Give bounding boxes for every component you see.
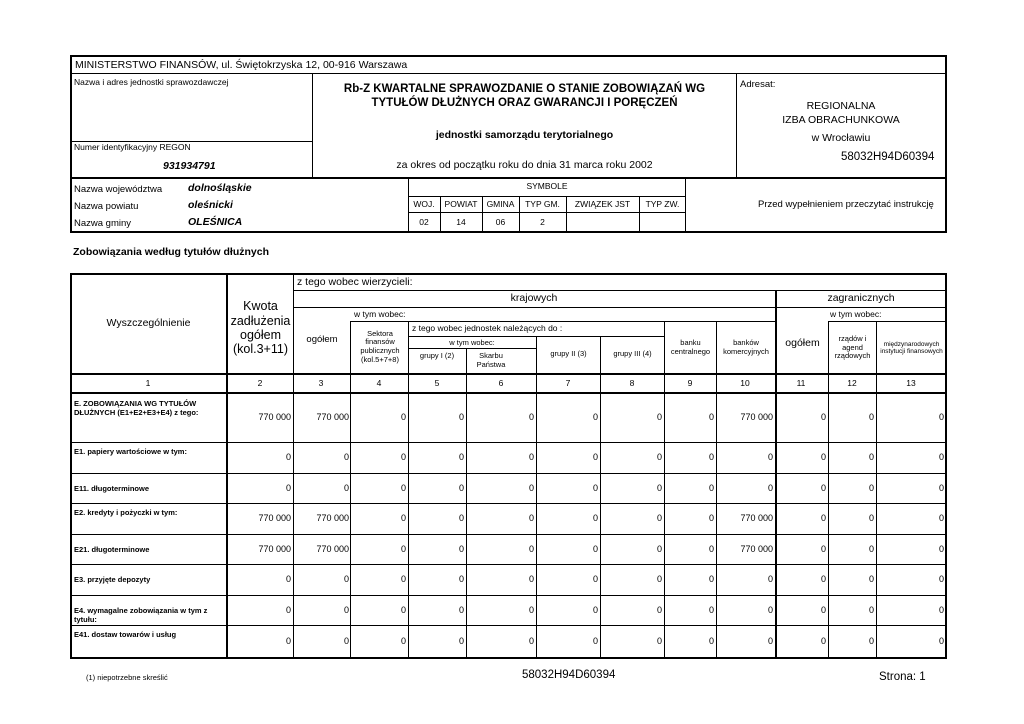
doc-id-header: 58032H94D60394 xyxy=(841,151,935,163)
row-value: 0 xyxy=(343,604,349,615)
row-value: 770 000 xyxy=(258,411,291,422)
foreign-header: zagranicznych xyxy=(827,292,895,304)
row-value: 0 xyxy=(708,482,714,493)
addressee-label: Adresat: xyxy=(740,79,776,90)
row-value: 0 xyxy=(868,513,874,523)
divider xyxy=(716,321,717,658)
row-value: 0 xyxy=(528,513,534,523)
row-label: E4. wymagalne zobowiązania w tym z tytułu: xyxy=(74,605,208,624)
col-governments-header: rządów i agend rządowych xyxy=(834,334,871,361)
row-value: 0 xyxy=(938,543,944,554)
row-value: 0 xyxy=(592,574,598,584)
row-value: 0 xyxy=(285,452,291,462)
row-value: 0 xyxy=(528,604,534,615)
row-value: 0 xyxy=(400,636,406,646)
divider xyxy=(71,442,946,443)
row-value: 0 xyxy=(656,543,662,554)
row-value: 0 xyxy=(400,513,406,523)
symbol-value: 02 xyxy=(419,217,429,227)
row-value: 0 xyxy=(285,574,291,584)
domestic-header: krajowych xyxy=(510,292,558,304)
divider xyxy=(736,74,737,178)
row-value: 0 xyxy=(458,543,464,554)
divider xyxy=(350,321,351,658)
row-value: 0 xyxy=(285,604,291,615)
report-title-line1: Rb-Z KWARTALNE SPRAWOZDANIE O STANIE ZOBOWIĄZAŃ WG xyxy=(343,83,706,95)
unit-name-label: Nazwa i adres jednostki sprawozdawczej xyxy=(74,77,229,87)
row-value: 0 xyxy=(285,482,291,493)
creditors-header: z tego wobec wierzycieli: xyxy=(297,276,413,288)
divider xyxy=(71,534,946,535)
column-number: 2 xyxy=(257,378,263,388)
column-number: 12 xyxy=(847,378,857,388)
row-value: 0 xyxy=(708,604,714,615)
row-value: 0 xyxy=(708,411,714,422)
commune-label: Nazwa gminy xyxy=(74,218,132,229)
addressee-line3: w Wrocławiu xyxy=(811,132,871,144)
row-value: 0 xyxy=(458,411,464,422)
divider xyxy=(71,503,946,504)
col-intl-header: międzynarodowych instytucji finansowych xyxy=(880,340,943,355)
row-value: 0 xyxy=(400,452,406,462)
row-value: 0 xyxy=(938,482,944,493)
row-value: 770 000 xyxy=(740,543,773,554)
row-value: 0 xyxy=(820,574,826,584)
col-total-domestic-header: ogółem xyxy=(306,333,338,345)
row-label: E3. przyjęte depozyty xyxy=(74,575,151,584)
row-value: 0 xyxy=(592,411,598,422)
row-label: E1. papiery wartościowe w tym: xyxy=(74,447,187,456)
row-value: 0 xyxy=(820,636,826,646)
row-value: 0 xyxy=(528,482,534,493)
row-value: 0 xyxy=(592,482,598,493)
row-value: 0 xyxy=(938,604,944,615)
divider xyxy=(71,73,946,74)
divider xyxy=(71,473,946,474)
in-that-header: w tym wobec: xyxy=(354,309,406,319)
col-treasury-header: Skarbu Państwa xyxy=(476,351,506,369)
divider xyxy=(408,212,686,213)
row-label: E21. długoterminowe xyxy=(74,544,150,554)
row-value: 0 xyxy=(868,574,874,584)
symbol-header: TYP GM. xyxy=(525,199,560,209)
divider xyxy=(71,564,946,565)
row-value: 0 xyxy=(458,636,464,646)
row-value: 0 xyxy=(820,604,826,615)
voivodeship-label: Nazwa województwa xyxy=(74,184,163,195)
addressee-line2: IZBA OBRACHUNKOWA xyxy=(782,114,900,126)
row-value: 0 xyxy=(938,574,944,584)
row-value: 0 xyxy=(820,452,826,462)
symbol-header: TYP ZW. xyxy=(645,199,680,209)
row-value: 0 xyxy=(656,636,662,646)
county-label: Nazwa powiatu xyxy=(74,201,139,212)
row-value: 0 xyxy=(767,604,773,615)
row-value: 0 xyxy=(868,411,874,422)
divider xyxy=(293,307,946,308)
divider xyxy=(600,336,601,658)
row-value: 0 xyxy=(868,452,874,462)
row-value: 0 xyxy=(656,452,662,462)
row-value: 0 xyxy=(343,452,349,462)
divider xyxy=(71,392,946,394)
row-value: 0 xyxy=(708,574,714,584)
divider xyxy=(293,290,946,291)
symbol-header: GMINA xyxy=(486,199,515,209)
row-value: 770 000 xyxy=(258,543,291,554)
row-value: 0 xyxy=(458,513,464,523)
col-total-header: Kwota zadłużenia ogółem (kol.3+11) xyxy=(230,299,291,357)
column-number: 4 xyxy=(376,378,382,388)
row-value: 0 xyxy=(708,452,714,462)
report-title-line2: TYTUŁÓW DŁUŻNYCH ORAZ GWARANCJI I PORĘCZEŃ xyxy=(371,97,678,109)
row-value: 0 xyxy=(708,543,714,554)
report-subtitle: jednostki samorządu terytorialnego xyxy=(435,129,614,141)
row-value: 770 000 xyxy=(316,543,349,554)
row-value: 0 xyxy=(868,543,874,554)
row-value: 0 xyxy=(343,574,349,584)
row-value: 0 xyxy=(400,482,406,493)
col-group3-header: grupy III (4) xyxy=(613,348,652,358)
row-value: 0 xyxy=(656,482,662,493)
row-value: 0 xyxy=(938,513,944,523)
row-value: 0 xyxy=(458,452,464,462)
row-value: 0 xyxy=(400,411,406,422)
row-value: 0 xyxy=(458,574,464,584)
row-value: 770 000 xyxy=(740,513,773,523)
divider xyxy=(71,625,946,626)
column-number: 6 xyxy=(498,378,504,388)
divider xyxy=(350,321,776,322)
row-value: 0 xyxy=(343,482,349,493)
row-value: 0 xyxy=(656,574,662,584)
symbols-label: SYMBOLE xyxy=(526,181,568,191)
report-period: za okres od początku roku do dnia 31 marca roku 2002 xyxy=(396,159,653,171)
row-value: 0 xyxy=(458,604,464,615)
row-value: 0 xyxy=(343,636,349,646)
row-value: 0 xyxy=(400,574,406,584)
col-spec-header: Wyszczególnienie xyxy=(106,316,191,329)
row-value: 0 xyxy=(708,513,714,523)
column-number: 9 xyxy=(687,378,693,388)
addressee-line1: REGIONALNA xyxy=(806,100,876,112)
row-value: 0 xyxy=(528,636,534,646)
row-value: 0 xyxy=(285,636,291,646)
column-number: 13 xyxy=(906,378,916,388)
row-value: 0 xyxy=(592,513,598,523)
row-value: 0 xyxy=(528,411,534,422)
row-value: 0 xyxy=(820,513,826,523)
row-value: 0 xyxy=(767,636,773,646)
commune-value: OLEŚNICA xyxy=(188,216,243,228)
row-value: 0 xyxy=(656,604,662,615)
row-value: 0 xyxy=(592,452,598,462)
row-value: 0 xyxy=(458,482,464,493)
col-commercial-banks-header: banków komercyjnych xyxy=(723,338,769,356)
column-number: 8 xyxy=(629,378,635,388)
section-title: Zobowiązania według tytułów dłużnych xyxy=(73,246,270,258)
symbol-value: 06 xyxy=(495,217,506,227)
row-value: 0 xyxy=(528,574,534,584)
column-number: 5 xyxy=(434,378,440,388)
row-value: 0 xyxy=(400,543,406,554)
symbol-header: ZWIĄZEK JST xyxy=(574,199,631,209)
symbol-value: 2 xyxy=(540,217,545,227)
in-that-foreign-header: w tym wobec: xyxy=(830,309,882,319)
divider xyxy=(536,336,537,658)
row-value: 770 000 xyxy=(740,411,773,422)
row-value: 0 xyxy=(868,636,874,646)
regon-label: Numer identyfikacyjny REGON xyxy=(74,142,191,152)
doc-id-footer: 58032H94D60394 xyxy=(522,669,616,681)
row-value: 770 000 xyxy=(258,513,291,523)
row-value: 0 xyxy=(820,482,826,493)
symbol-header: WOJ. xyxy=(413,199,435,209)
divider xyxy=(876,321,877,658)
row-value: 0 xyxy=(592,636,598,646)
column-number: 1 xyxy=(145,378,151,388)
voivodeship-value: dolnośląskie xyxy=(188,182,252,194)
row-value: 770 000 xyxy=(316,513,349,523)
column-number: 3 xyxy=(318,378,324,388)
col-public-sector-header: Sektora finansów publicznych (kol.5+7+8) xyxy=(360,328,400,364)
row-value: 0 xyxy=(528,543,534,554)
row-label: E2. kredyty i pożyczki w tym: xyxy=(74,508,178,517)
divider xyxy=(466,348,467,658)
column-number: 7 xyxy=(565,378,571,388)
col-central-bank-header: banku centralnego xyxy=(670,338,711,356)
divider xyxy=(71,373,946,375)
footnote: (1) niepotrzebne skreślić xyxy=(86,673,168,682)
county-value: oleśnicki xyxy=(188,199,233,211)
row-value: 0 xyxy=(400,604,406,615)
row-label: E41. dostaw towarów i usług xyxy=(74,630,177,639)
row-label: E. ZOBOWIĄZANIA WG TYTUŁÓW DŁUŻNYCH (E1+E2+E3+E4) z tego: xyxy=(74,399,199,417)
jst-units-header: z tego wobec jednostek należących do : xyxy=(412,323,563,333)
symbol-value: 14 xyxy=(456,217,466,227)
row-label: E11. długoterminowe xyxy=(74,483,150,493)
divider xyxy=(408,196,686,197)
divider xyxy=(71,595,946,596)
col-group2-header: grupy II (3) xyxy=(550,348,587,358)
row-value: 0 xyxy=(592,604,598,615)
row-value: 0 xyxy=(938,452,944,462)
col-group1-header: grupy I (2) xyxy=(419,350,455,360)
row-value: 0 xyxy=(767,452,773,462)
row-value: 0 xyxy=(528,452,534,462)
page-number: Strona: 1 xyxy=(879,671,926,683)
row-value: 0 xyxy=(708,636,714,646)
row-value: 0 xyxy=(767,574,773,584)
instruction-text: Przed wypełnieniem przeczytać instrukcję xyxy=(758,199,934,210)
divider xyxy=(828,321,946,322)
row-value: 0 xyxy=(656,411,662,422)
col-total-foreign-header: ogółem xyxy=(785,336,820,349)
row-value: 0 xyxy=(938,411,944,422)
row-value: 0 xyxy=(767,482,773,493)
regon-value: 931934791 xyxy=(163,160,216,172)
in-that2-header: w tym wobec: xyxy=(449,338,495,347)
row-value: 770 000 xyxy=(316,411,349,422)
row-value: 0 xyxy=(592,543,598,554)
column-number: 11 xyxy=(796,378,806,388)
row-value: 0 xyxy=(820,543,826,554)
ministry-text: MINISTERSTWO FINANSÓW, ul. Świętokrzyska 12, 00-916 Warszawa xyxy=(75,59,408,71)
row-value: 0 xyxy=(868,604,874,615)
row-value: 0 xyxy=(868,482,874,493)
row-value: 0 xyxy=(656,513,662,523)
column-number: 10 xyxy=(740,378,750,388)
row-value: 0 xyxy=(820,411,826,422)
divider xyxy=(408,321,409,658)
row-value: 0 xyxy=(938,636,944,646)
symbol-header: POWIAT xyxy=(444,199,478,209)
